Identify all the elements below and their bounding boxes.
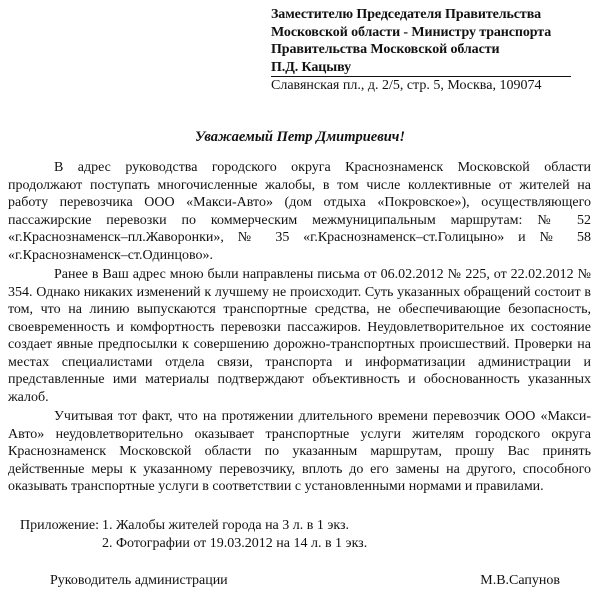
letter-body <box>8 159 591 496</box>
addressee-name: П.Д. Кацыву <box>271 59 571 78</box>
attachment-item-1: 1. Жалобы жителей города на 3 л. в 1 экз. <box>102 518 350 533</box>
addressee-line-3: Правительства Московской области <box>271 42 500 57</box>
signatory-name: М.В.Сапунов <box>480 573 560 588</box>
attachments <box>20 517 580 553</box>
addressee-line-2: Московской области - Министру транспорта <box>271 24 552 40</box>
paragraph-previous-letters: Ранее в Ваш адрес мною были направлены письма от 06.02.2012 № 225, от 22.02.2012 № 354. Однако никаких изменений к лучшему не происходит. Суть указанных обращений состоит в том, что на линию выпускаются транспортные средства, не обеспечивающие безопасность, своевременность и комфортность перевозки пассажиров. Неудовлетворительное их состояние создает явные предпосылки к совершению дорожно-транспортных происшествий. Проверки на местах специалистами отдела связи, транспорта и информатизации администрации и представленные ими материалы подтверждают объективность и обоснованность указанных жалоб. <box>8 267 591 405</box>
paragraph-request: Учитывая тот факт, что на протяжении длительного времени перевозчик ООО «Макси-Авто» неудовлетворительно оказывает транспортные услуги жителям городского округа Краснознаменск Московской области по указанным маршрутам, прошу Вас принять действенные меры к указанному перевозчику, вплоть до его замены на другого, способного оказывать транспортные услуги в соответствии с установленными нормами и правилами. <box>8 409 591 494</box>
addressee-street: Славянская пл., д. 2/5, стр. 5, Москва, 109074 <box>271 78 542 93</box>
attachment-item-2: 2. Фотографии от 19.03.2012 на 14 л. в 1 экз. <box>102 536 368 551</box>
addressee-block <box>271 6 591 95</box>
signatory-position: Руководитель администрации <box>50 573 228 588</box>
paragraph-complaints: В адрес руководства городского округа Краснознаменск Московской области продолжают поступать многочисленные жалобы, в том числе коллективные от жителей на работу перевозчика ООО «Макси-Авто» (дом отдыха «Покровское»), осуществляющего пассажирские перевозки по коммерческим межмуниципальным маршрутам: № 52 «г.Краснознаменск–пл.Жаворонки», № 35 «г.Краснознаменск–ст.Голицыно» и № 58 «г.Краснознаменск–ст.Одинцово». <box>8 160 591 263</box>
salutation: Уважаемый Петр Дмитриевич! <box>194 129 406 145</box>
attachment-label: Приложение: <box>20 518 100 533</box>
addressee-line-1: Заместителю Председателя Правительства <box>271 7 542 22</box>
